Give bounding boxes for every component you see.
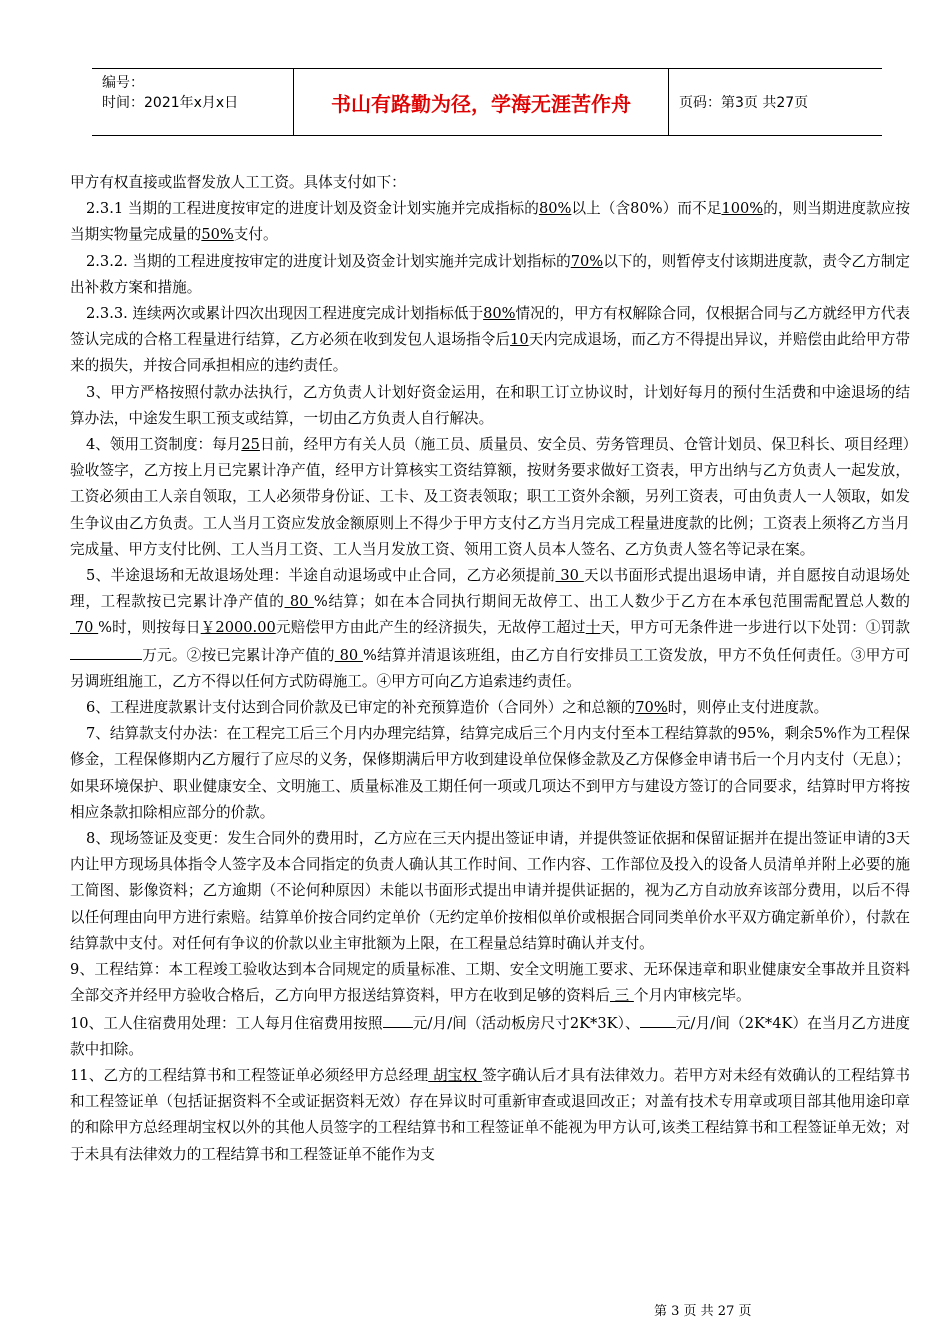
header-motto: 书山有路勤为径，学海无涯苦作舟 <box>294 69 669 135</box>
paragraph: 7、结算款支付办法：在工程完工后三个月内办理完结算，结算完成后三个月内支付至本工程结算款的95%，剩余5%作为工程保修金，工程保修期内乙方履行了应尽的义务，保修期满后甲方收到建设单位保修金款及乙方保修金申请书后一个月内支付（无息）；如果环境保护、职业健康安全、文明施工、质量标准及工期任何一项或几项达不到甲方与建设方签订的合同要求，结算时甲方将按相应条款扣除相应部分的价款。 <box>70 725 910 821</box>
header-page-label: 页码：第3页 共27页 <box>679 95 809 111</box>
paragraph: 2.3.2. 当期的工程进度按审定的进度计划及资金计划实施并完成计划指标的70%以下的，则暂停支付该期进度款，责令乙方制定出补救方案和措施。 <box>70 252 910 296</box>
paragraph: 9、工程结算：本工程竣工验收达到本合同规定的质量标准、工期、安全文明施工要求、无环保违章和职业健康安全事故并且资料全部交齐并经甲方验收合格后，乙方向甲方报送结算资料，甲方在收到足够的资料后 三 个月内审核完毕。 <box>70 961 910 1005</box>
document-body <box>70 170 910 1168</box>
paragraph: 6、工程进度款累计支付达到合同价款及已审定的补充预算造价（合同外）之和总额的70%时，则停止支付进度款。 <box>86 699 829 717</box>
fill-in-blank <box>70 642 142 660</box>
time-label: 时间：2021年x月x日 <box>102 95 239 111</box>
paragraph: 4、领用工资制度：每月25日前，经甲方有关人员（施工员、质量员、安全员、劳务管理员、仓管计划员、保卫科长、项目经理）验收签字，乙方按上月已完累计净产值，经甲方计算核实工资结算额，按财务要求做好工资表，甲方出纳与乙方负责人一起发放，工资必须由工人亲自领取，工人必须带身份证、工卡、及工资表领取；职工工资外余额，另列工资表，可由负责人一人领取，如发生争议由乙方负责。工人当月工资应发放金额原则上不得少于甲方支付乙方当月完成工程量进度款的比例；工资表上须将乙方当月完成量、甲方支付比例、工人当月工资、工人当月发放工资、领用工资人员本人签名、乙方负责人签名等记录在案。 <box>70 436 910 558</box>
page-footer: 第 3 页 共 27 页 <box>654 1304 752 1319</box>
paragraph: 2.3.1 当期的工程进度按审定的进度计划及资金计划实施并完成指标的80%以上（含80%）而不足100%的，则当期进度款应按当期实物量完成量的50%支付。 <box>70 200 910 244</box>
paragraph: 8、现场签证及变更：发生合同外的费用时，乙方应在三天内提出签证申请，并提供签证依据和保留证据并在提出签证申请的3天内让甲方现场具体指令人签字及本合同指定的负责人确认其工作时间、工作内容、工作部位及投入的设备人员清单并附上必要的施工简图、影像资料；乙方逾期（不论何种原因）未能以书面形式提出申请并提供证据的，视为乙方自动放弃该部分费用，以后不得以任何理由向甲方进行索赔。结算单价按合同约定单价（无约定单价按相似单价或根据合同同类单价水平双方确定新单价），付款在结算款中支付。对任何有争议的价款以业主审批额为上限，在工程量总结算时确认并支付。 <box>70 830 910 952</box>
paragraph: 5、半途退场和无故退场处理：半途自动退场或中止合同，乙方必须提前 30 天以书面形式提出退场申请，并自愿按自动退场处理，工程款按已完累计净产值的 80 %结算；如在本合同执行期间无故停工、出工人数少于乙方在本承包范围需配置总人数的 70 %时，则按每日￥2000.00元赔偿甲方由此产生的经济损失，无故停工超过十天，甲方可无条件进一步进行以下处罚：①罚款万元。②按已完累计净产值的 80 %结算并清退该班组，由乙方自行安排员工工资发放，甲方不负任何责任。③甲方可另调班组施工，乙方不得以任何方式防碍施工。④甲方可向乙方追索违约责任。 <box>70 567 910 690</box>
fill-in-blank <box>640 1010 676 1028</box>
paragraph: 2.3.3. 连续两次或累计四次出现因工程进度完成计划指标低于80%情况的，甲方有权解除合同，仅根据合同与乙方就经甲方代表签认完成的合格工程量进行结算，乙方必须在收到发包人退场指令后10天内完成退场，而乙方不得提出异议，并赔偿由此给甲方带来的损失，并按合同承担相应的违约责任。 <box>70 305 910 375</box>
paragraph: 甲方有权直接或监督发放人工工资。具体支付如下： <box>70 174 406 191</box>
paragraph: 3、甲方严格按照付款办法执行，乙方负责人计划好资金运用，在和职工订立协议时，计划好每月的预付生活费和中途退场的结算办法，中途发生职工预支或结算，一切由乙方负责人自行解决。 <box>70 383 910 427</box>
paragraph: 11、乙方的工程结算书和工程签证单必须经甲方总经理 胡宝权 签字确认后才具有法律效力。若甲方对未经有效确认的工程结算书和工程签证单（包括证据资料不全或证据资料无效）存在异议时可重新审查或退回改正；对盖有技术专用章或项目部其他用途印章的和除甲方总经理胡宝权以外的其他人员签字的工程结算书和工程签证单不能视为甲方认可,该类工程结算书和工程签证单无效；对于未具有法律效力的工程结算书和工程签证单不能作为支 <box>70 1066 910 1163</box>
header-meta <box>92 69 294 135</box>
fill-in-blank <box>383 1010 413 1028</box>
page-header <box>92 68 882 136</box>
paragraph: 10、工人住宿费用处理：工人每月住宿费用按照 元/月/间（活动板房尺寸2K*3K）、 元/月/间（2K*4K）在当月乙方进度款中扣除。 <box>70 1010 910 1063</box>
code-label: 编号： <box>102 75 144 91</box>
